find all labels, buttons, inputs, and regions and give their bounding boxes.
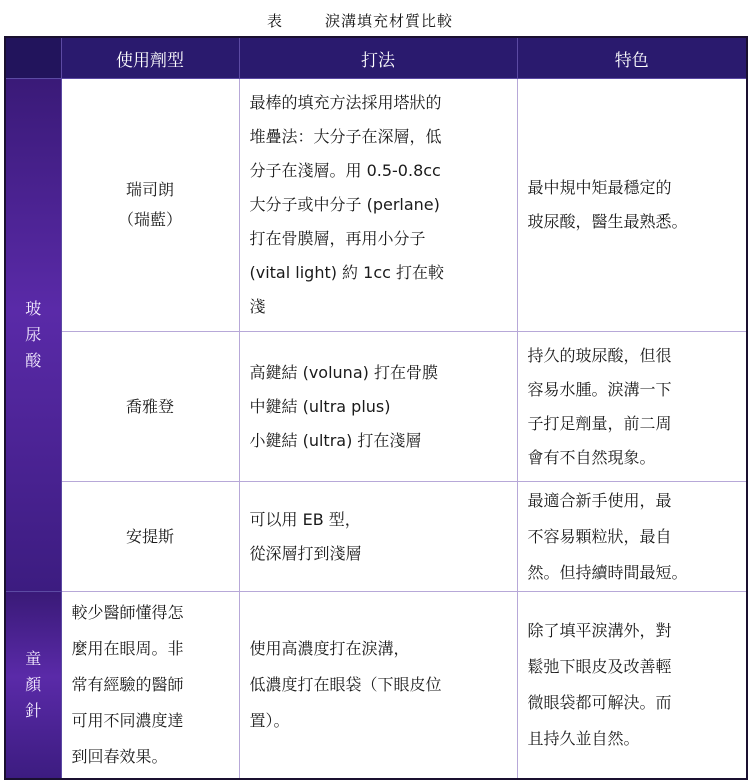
caption-label: 表 <box>267 12 284 30</box>
feature-cell: 除了填平淚溝外，對 鬆弛下眼皮及改善輕 微眼袋都可解決。而 且持久並自然。 <box>517 592 747 779</box>
header-corner <box>5 37 61 79</box>
table-row <box>5 79 747 332</box>
product-name: 喬雅登 <box>61 332 239 482</box>
feature-cell: 最適合新手使用，最 不容易顆粒狀，最自 然。但持續時間最短。 <box>517 482 747 592</box>
method-cell: 最棒的填充方法採用塔狀的 堆疊法：大分子在深層，低 分子在淺層。用 0.5-0.8cc 大分子或中分子 (perlane) 打在骨膜層，再用小分子 (vital light) 約 1cc 打在較 淺 <box>239 79 517 332</box>
product-name: 安提斯 <box>61 482 239 592</box>
table-row <box>5 592 747 779</box>
header-feature: 特色 <box>517 37 747 79</box>
table-row <box>5 482 747 592</box>
feature-cell: 持久的玻尿酸，但很 容易水腫。淚溝一下 子打足劑量，前二周 會有不自然現象。 <box>517 332 747 482</box>
product-name: 瑞司朗 （瑞藍） <box>61 79 239 332</box>
group-label-hyaluronic: 玻 尿 酸 <box>5 79 61 592</box>
caption-text: 淚溝填充材質比較 <box>325 12 454 30</box>
header-row <box>5 37 747 79</box>
header-type: 使用劑型 <box>61 37 239 79</box>
group-label-sculptra: 童 顏 針 <box>5 592 61 779</box>
table-caption <box>0 6 750 34</box>
method-cell: 使用高濃度打在淚溝， 低濃度打在眼袋（下眼皮位 置）。 <box>239 592 517 779</box>
product-description: 較少醫師懂得怎 麼用在眼周。非 常有經驗的醫師 可用不同濃度達 到回春效果。 <box>61 592 239 779</box>
table-row <box>5 332 747 482</box>
comparison-table <box>4 36 748 780</box>
method-cell: 可以用 EB 型， 從深層打到淺層 <box>239 482 517 592</box>
header-method: 打法 <box>239 37 517 79</box>
feature-cell: 最中規中矩最穩定的 玻尿酸，醫生最熟悉。 <box>517 79 747 332</box>
method-cell: 高鍵結 (voluna) 打在骨膜 中鍵結 (ultra plus) 小鍵結 (ultra) 打在淺層 <box>239 332 517 482</box>
